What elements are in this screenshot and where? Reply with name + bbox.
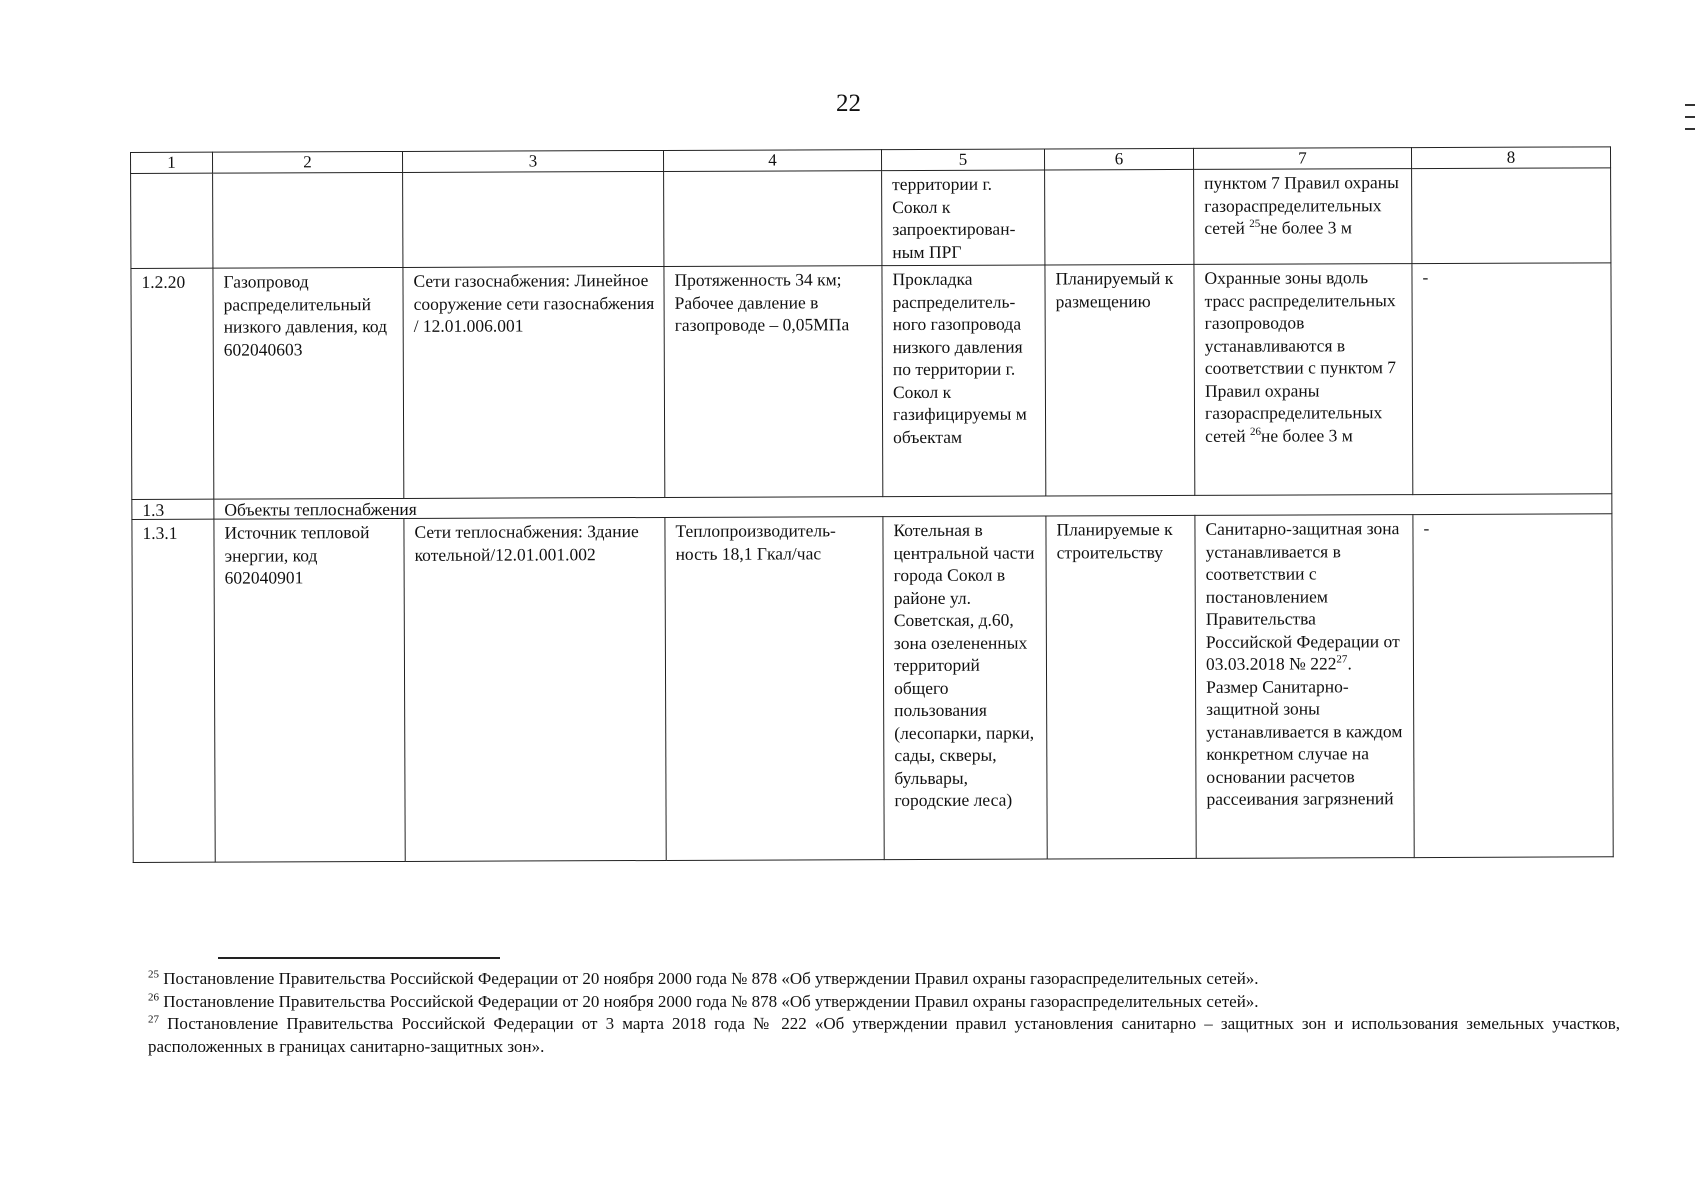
footnote-number: 25 [148,968,159,981]
section-title: Объекты теплоснабжения [214,494,1612,519]
margin-mark [1685,116,1695,118]
footnote [148,968,1620,991]
object-characteristics: Теплопроизводитель-ность 18,1 Гкал/час [665,517,884,861]
table-cell [1045,169,1194,265]
zone-tail: не более 3 м [1260,424,1353,446]
footnotes [148,968,1620,1058]
table-cell [131,173,213,268]
objects-table [130,146,1614,863]
zone-text: Охранные зоны вдоль трасс распределительных газопроводов устанавливаются в соответствии с пунктом 7 Правил охраны газораспределительных сетей [1204,267,1397,446]
footnote [148,991,1620,1014]
column-header: 8 [1411,147,1610,169]
zone-cell [1195,515,1414,859]
table-row-continuation [131,168,1611,269]
zone-tail: не более 3 м [1260,217,1353,238]
column-header: 6 [1044,148,1193,170]
object-status: Планируемый к размещению [1045,264,1195,496]
object-characteristics: Протяженность 34 км; Рабочее давление в газопроводе – 0,05МПа [664,266,883,498]
object-purpose: Сети газоснабжения: Линейное сооружение сети газоснабжения / 12.01.006.001 [403,266,665,498]
section-number: 1.3 [132,499,214,519]
column-header: 2 [213,151,403,173]
footnote-ref: 25 [1249,217,1261,230]
table-cell [403,171,664,267]
column-header: 1 [131,152,213,173]
location-cell: территории г. Сокол к запроектирован-ным ПРГ [882,170,1045,266]
zone-text: Санитарно-защитная зона устанавливается в соответствии с постановлением Правительства Российской Федерации от 03.03.2018 № 222 [1205,518,1400,674]
footnote-ref: 26 [1249,425,1262,438]
zone-cell [1194,264,1413,496]
footnote-separator [218,957,500,959]
margin-mark [1685,104,1695,106]
footnote [148,1013,1620,1058]
page-number: 22 [836,90,861,117]
footnote-text: Постановление Правительства Российской Федерации от 3 марта 2018 года № 222 «Об утверждении правил установления санитарно – защитных зон и использования земельных участков, расположенных в границах санитарно-защитных зон». [148,1014,1620,1056]
object-name: Источник тепловой энергии, код 602040901 [214,518,405,862]
object-purpose: Сети теплоснабжения: Здание котельной/12.01.001.002 [404,517,666,861]
column-header: 4 [663,150,881,172]
object-name: Газопровод распределительный низкого давления, код 602040603 [213,267,404,499]
object-status: Планируемые к строительству [1046,515,1196,859]
table-cell [1412,168,1611,264]
row-number: 1.2.20 [131,268,214,499]
object-location: Котельная в центральной части города Сокол в районе ул. Советская, д.60, зона озелененных территорий общего пользования (лесопарки, парки, сады, скверы, бульвары, городские леса) [883,516,1047,860]
footnote-number: 26 [148,990,159,1003]
column-8-cell: - [1412,263,1612,495]
zone-cell [1194,169,1412,265]
footnote-text: Постановление Правительства Российской Федерации от 20 ноября 2000 года № 878 «Об утверждении Правил охраны газораспределительных сетей». [159,991,1259,1011]
column-8-cell: - [1413,514,1613,858]
column-header: 5 [881,149,1044,171]
row-number: 1.3.1 [132,519,215,862]
footnote-number: 27 [148,1013,159,1026]
footnote-text: Постановление Правительства Российской Федерации от 20 ноября 2000 года № 878 «Об утверждении Правил охраны газораспределительных сетей». [159,969,1259,988]
column-header: 7 [1193,148,1411,170]
table-row [131,263,1612,500]
footnote-ref: 27 [1336,653,1348,666]
table-cell [664,171,882,267]
object-location: Прокладка распределитель-ного газопровода низкого давления по территории г. Сокол к газифицируемы м объектам [882,265,1046,497]
table-cell [213,172,403,268]
column-header: 3 [402,150,663,172]
margin-mark [1685,128,1695,130]
zone-text: пунктом 7 Правил охраны газораспределительных сетей [1204,172,1399,238]
zone-tail: . Размер Санитарно-защитной зоны устанавливается в каждом конкретном случае на основании расчетов рассеивания загрязнений [1206,653,1403,809]
table-row [132,514,1613,863]
